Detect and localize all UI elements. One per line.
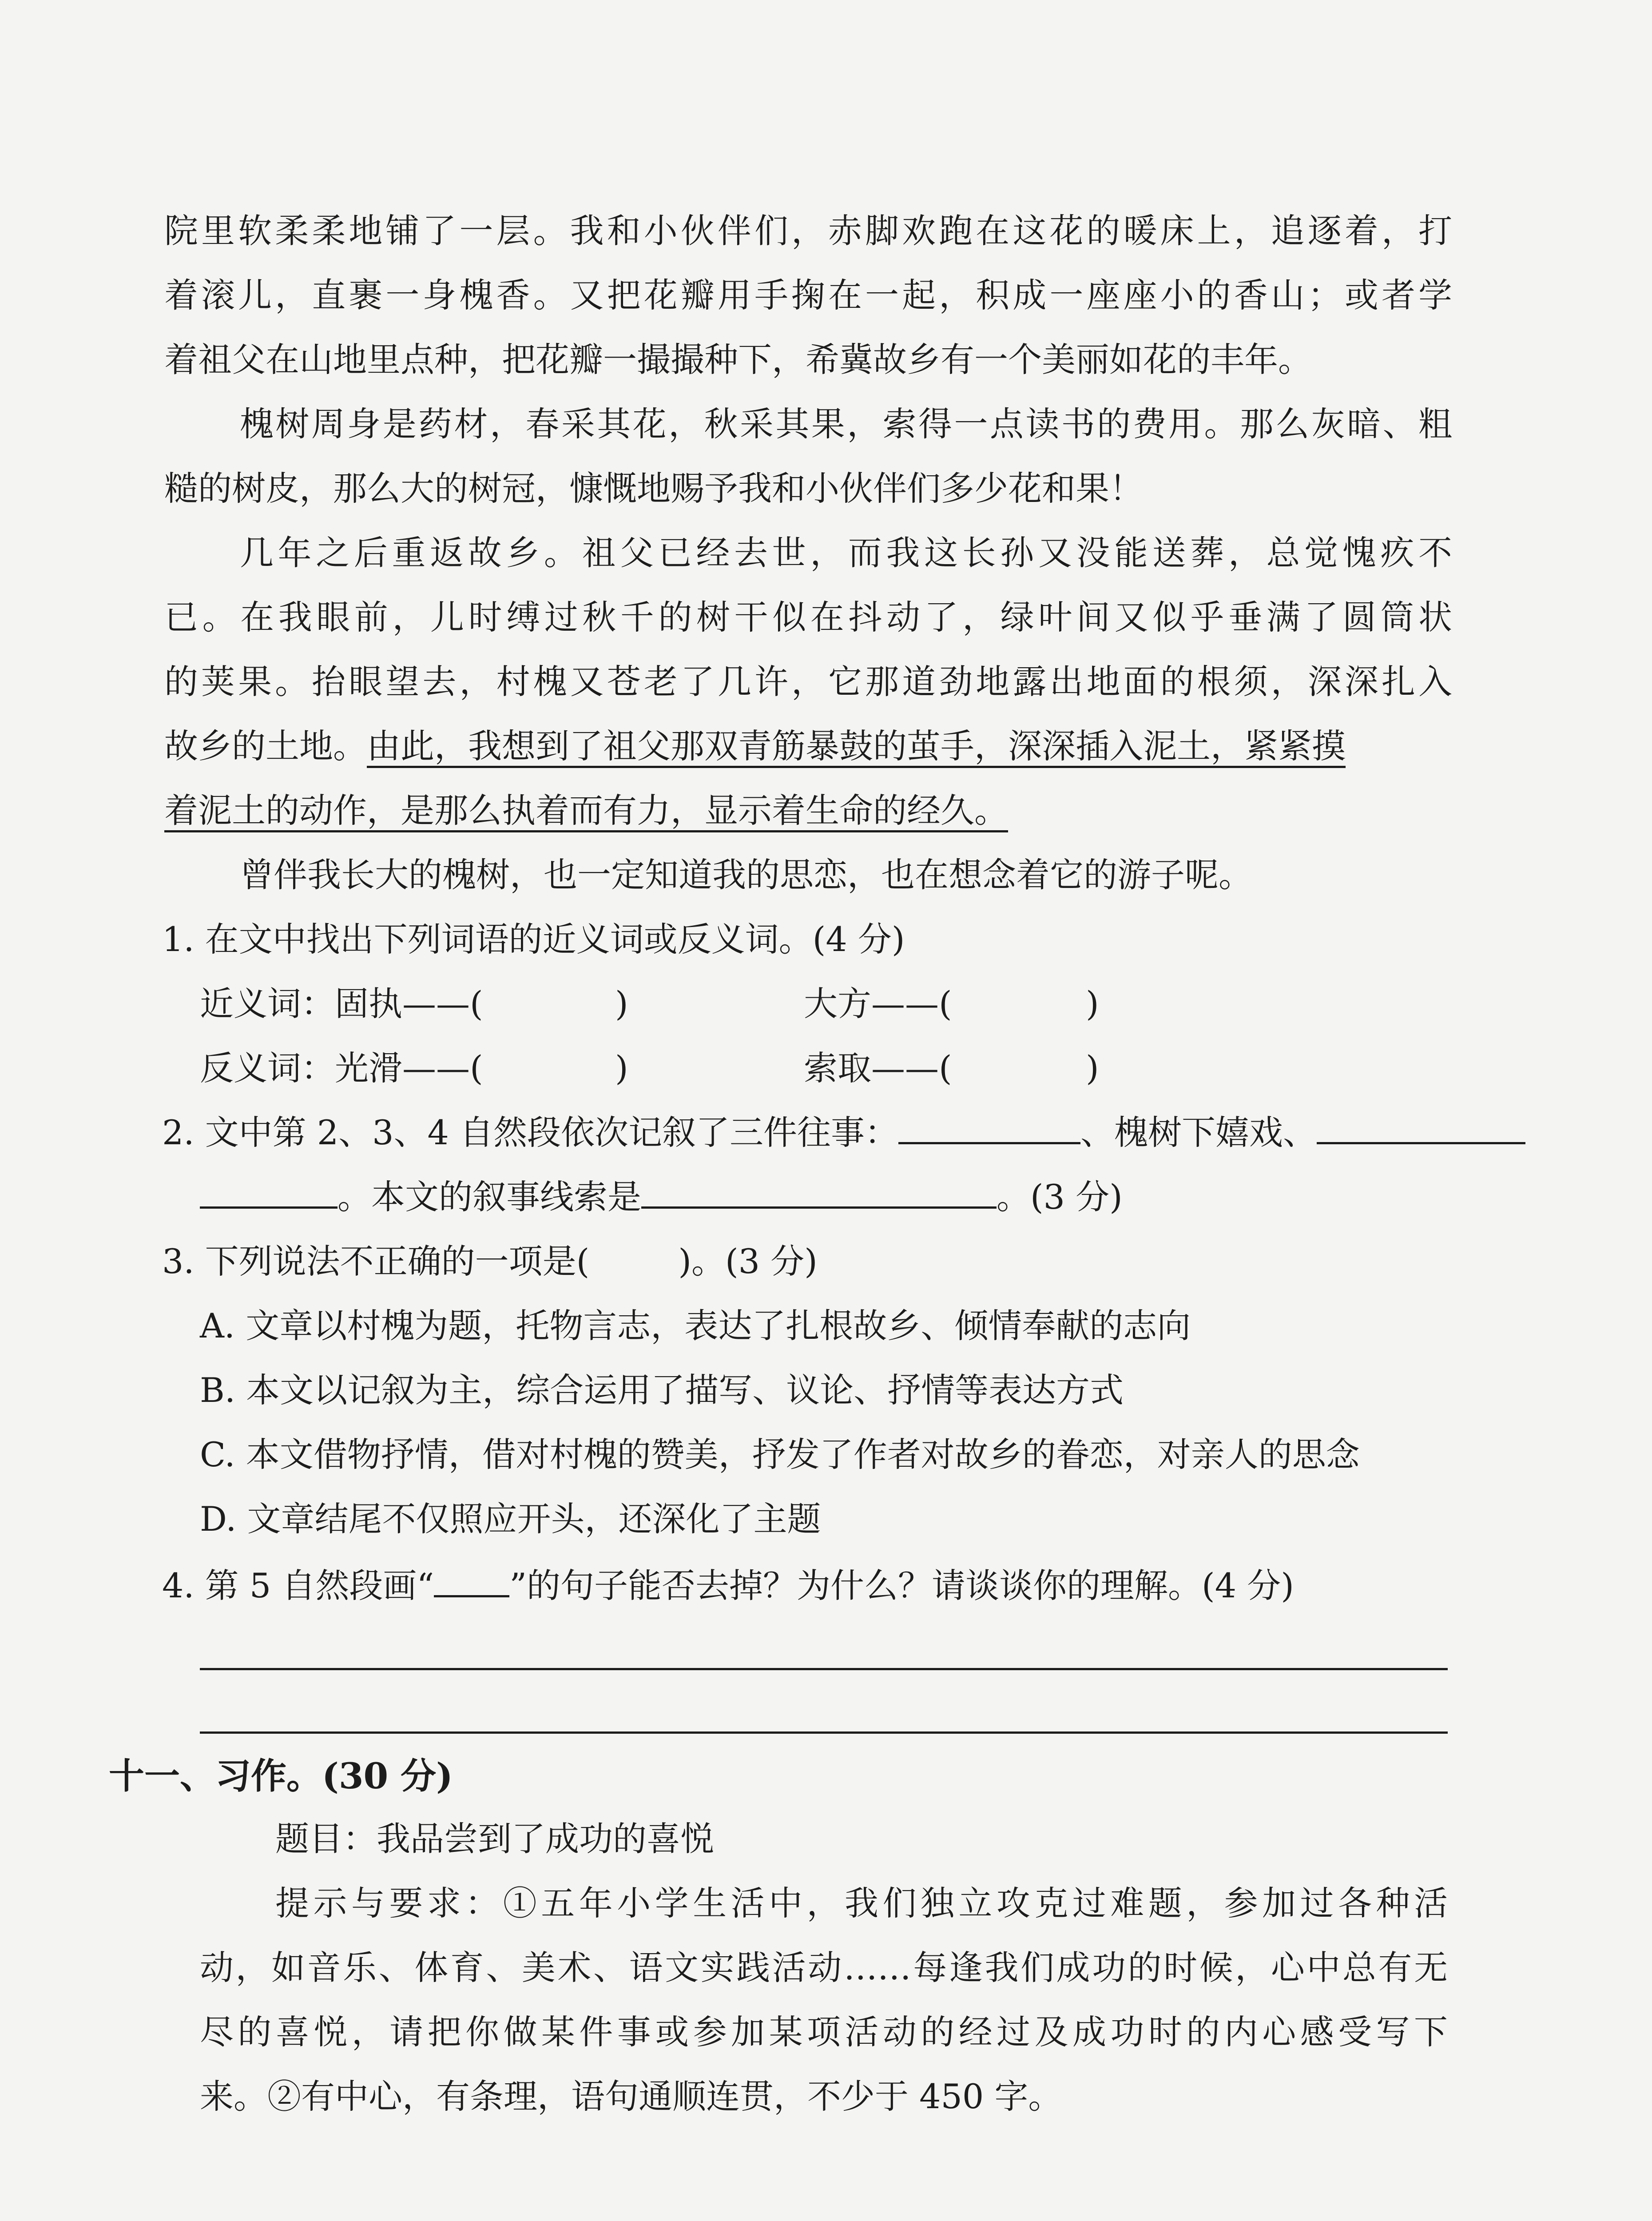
q2-text: 、槐树下嬉戏、: [1080, 1113, 1317, 1152]
q1-antonym-2: 索取——(: [804, 1048, 952, 1088]
q1-close-paren: ): [1086, 984, 1099, 1023]
q2-blank-1[interactable]: [898, 1111, 1080, 1144]
q3-option-a: A. 文章以村槐为题，托物言志，表达了扎根故乡、倾情奉献的志向: [200, 1306, 1191, 1345]
essay-prompt-line: 动，如音乐、体育、美术、语文实践活动……每逢我们成功的时候，心中总有无: [200, 1948, 1448, 1987]
answer-line-1[interactable]: [200, 1668, 1448, 1670]
passage-line: 院里软柔柔地铺了一层。我和小伙伴们，赤脚欢跑在这花的暖床上，追逐着，打: [164, 211, 1452, 251]
passage-line: 的荚果。抬眼望去，村槐又苍老了几许，它那道劲地露出地面的根须，深深扎入: [164, 662, 1452, 701]
q2-text: 。(3 分): [997, 1177, 1123, 1217]
q3-option-d: D. 文章结尾不仅照应开头，还深化了主题: [200, 1499, 821, 1539]
passage-line: 着祖父在山地里点种，把花瓣一撮撮种下，希冀故乡有一个美丽如花的丰年。: [164, 340, 1312, 379]
underlined-sentence: 着泥土的动作，是那么执着而有力，显示着生命的经久。: [164, 791, 1008, 830]
essay-prompt-line: 尽的喜悦，请把你做某件事或参加某项活动的经过及成功时的内心感受写下: [200, 2012, 1448, 2052]
passage-line: 着滚儿，直裹一身槐香。又把花瓣用手掬在一起，积成一座座小的香山；或者学: [164, 275, 1452, 315]
answer-line-2[interactable]: [200, 1731, 1448, 1734]
passage-line: 曾伴我长大的槐树，也一定知道我的思恋，也在想念着它的游子呢。: [240, 855, 1252, 895]
q3-stem-text: )。(3 分): [678, 1242, 818, 1281]
q1-close-paren: ): [615, 1048, 628, 1088]
q2-blank-3[interactable]: [200, 1175, 338, 1209]
essay-prompt-line: 提示与要求：①五年小学生活中，我们独立攻克过难题，参加过各种活: [275, 1883, 1448, 1923]
q3-option-b: B. 本文以记叙为主，综合运用了描写、议论、抒情等表达方式: [200, 1370, 1124, 1410]
q1-synonym-2: 大方——(: [804, 984, 952, 1023]
question-4-stem: [162, 1564, 1294, 1608]
question-2-line-2: [200, 1175, 1123, 1219]
underlined-sentence: 由此，我想到了祖父那双青筋暴鼓的茧手，深深插入泥土，紧紧摸: [367, 726, 1346, 766]
q4-underline-mark: [434, 1564, 509, 1597]
question-3-stem: [162, 1239, 818, 1284]
passage-line: 几年之后重返故乡。祖父已经去世，而我这长孙又没能送葬，总觉愧疚不: [240, 533, 1452, 573]
q3-stem-text: 3. 下列说法不正确的一项是(: [162, 1242, 590, 1281]
essay-prompt-line: 来。②有中心，有条理，语句通顺连贯，不少于 450 字。: [200, 2077, 1062, 2116]
q1-close-paren: ): [615, 984, 628, 1023]
q4-stem-text: ”的句子能否去掉？为什么？请谈谈你的理解。(4 分): [509, 1566, 1294, 1605]
q1-close-paren: ): [1086, 1048, 1099, 1088]
passage-line: [164, 788, 1452, 833]
passage-line: 已。在我眼前，儿时缚过秋千的树干似在抖动了，绿叶间又似乎垂满了圆筒状: [164, 597, 1452, 637]
question-1-stem: 1. 在文中找出下列词语的近义词或反义词。(4 分): [162, 919, 905, 959]
passage-line: 槐树周身是药材，春采其花，秋采其果，索得一点读书的费用。那么灰暗、粗: [240, 404, 1452, 444]
q2-blank-4[interactable]: [641, 1175, 997, 1209]
passage-line: [164, 724, 1452, 768]
q1-antonym-1: 反义词：光滑——(: [200, 1048, 483, 1088]
passage-line: 糙的树皮，那么大的树冠，慷慨地赐予我和小伙伴们多少花和果！: [164, 469, 1143, 508]
section-11-heading: 十一、习作。(30 分): [109, 1755, 453, 1797]
question-2-line-1: [162, 1110, 1525, 1155]
passage-text: 故乡的土地。: [164, 726, 367, 766]
q4-stem-text: 4. 第 5 自然段画“: [162, 1566, 434, 1605]
q3-option-c: C. 本文借物抒情，借对村槐的赞美，抒发了作者对故乡的眷恋，对亲人的思念: [200, 1435, 1360, 1474]
essay-title: 题目：我品尝到了成功的喜悦: [275, 1819, 714, 1859]
q2-text: 。本文的叙事线索是: [338, 1177, 641, 1217]
q1-synonym-1: 近义词：固执——(: [200, 984, 483, 1023]
q2-text: 2. 文中第 2、3、4 自然段依次记叙了三件往事：: [162, 1113, 899, 1152]
q2-blank-2[interactable]: [1317, 1111, 1525, 1144]
